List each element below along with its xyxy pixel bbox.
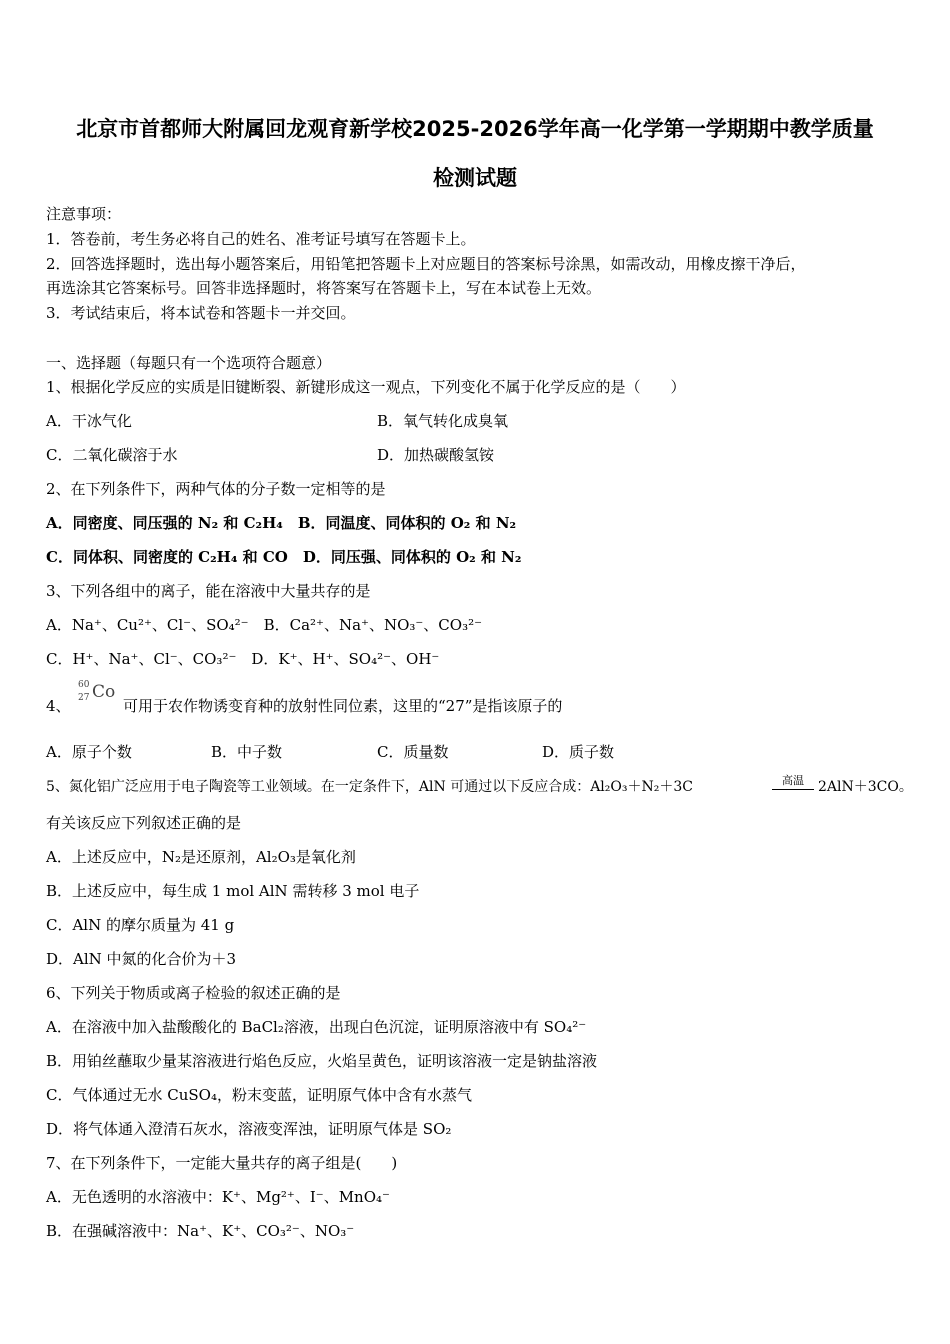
q6-option-d: D．将气体通入澄清石灰水，溶液变浑浊，证明原气体是 SO₂ [46,1120,452,1138]
q4-option-a: A．原子个数 [46,743,132,761]
q6-option-c: C．气体通过无水 CuSO₄，粉末变蓝，证明原气体中含有水蒸气 [46,1086,472,1104]
notice-item-3: 3．考试结束后，将本试卷和答题卡一并交回。 [46,304,356,322]
q3-options-ab: A．Na⁺、Cu²⁺、Cl⁻、SO₄²⁻ B．Ca²⁺、Na⁺、NO₃⁻、CO₃²⁻ [46,616,483,634]
q3-stem: 3、下列各组中的离子，能在溶液中大量共存的是 [46,582,371,600]
notice-item-1: 1．答卷前，考生务必将自己的姓名、准考证号填写在答题卡上。 [46,230,476,248]
q6-stem: 6、下列关于物质或离子检验的叙述正确的是 [46,984,341,1002]
q3-options-cd: C．H⁺、Na⁺、Cl⁻、CO₃²⁻ D．K⁺、H⁺、SO₄²⁻、OH⁻ [46,650,440,668]
section-heading: 一、选择题（每题只有一个选项符合题意） [46,354,332,372]
q2-options-cd: C．同体积、同密度的 C₂H₄ 和 CO D．同压强、同体积的 O₂ 和 N₂ [46,548,522,566]
q1-stem: 1、根据化学反应的实质是旧键断裂、新键形成这一观点，下列变化不属于化学反应的是（ ） [46,378,686,396]
q7-option-a: A．无色透明的水溶液中：K⁺、Mg²⁺、I⁻、MnO₄⁻ [46,1188,390,1206]
q7-option-b: B．在强碱溶液中：Na⁺、K⁺、CO₃²⁻、NO₃⁻ [46,1222,355,1240]
reaction-arrow-line [772,789,814,790]
q5-option-d: D．AlN 中氮的化合价为＋3 [46,950,237,968]
q5-option-b: B．上述反应中，每生成 1 mol AlN 需转移 3 mol 电子 [46,882,420,900]
q7-stem: 7、在下列条件下，一定能大量共存的离子组是( ) [46,1154,398,1172]
q6-option-b: B．用铂丝蘸取少量某溶液进行焰色反应，火焰呈黄色，证明该溶液一定是钠盐溶液 [46,1052,598,1070]
cobalt-isotope-symbol [78,680,118,710]
q1-option-d: D．加热碳酸氢铵 [377,446,495,464]
exam-title-line1: 北京市首都师大附属回龙观育新学校2025-2026学年高一化学第一学期期中教学质量 [76,117,874,141]
q4-stem: 可用于农作物诱变育种的放射性同位素，这里的“27”是指该原子的 [123,697,563,715]
isotope-mass-number: 60 [78,680,90,690]
q4-option-d: D．质子数 [542,743,615,761]
notice-item-2-cont: 再选涂其它答案标号。回答非选择题时，将答案写在答题卡上，写在本试卷上无效。 [46,279,602,297]
q5-stem-2: 有关该反应下列叙述正确的是 [46,814,242,832]
q2-options-ab: A．同密度、同压强的 N₂ 和 C₂H₄ B．同温度、同体积的 O₂ 和 N₂ [46,514,517,532]
exam-title-line2: 检测试题 [433,166,517,190]
q1-option-c: C．二氧化碳溶于水 [46,446,178,464]
q1-option-a: A．干冰气化 [46,412,132,430]
q5-stem: 5、氮化铝广泛应用于电子陶瓷等工业领域。在一定条件下，AlN 可通过以下反应合成：Al₂O₃＋N₂＋3C [46,779,693,795]
isotope-element: Co [92,682,116,702]
isotope-atomic-number: 27 [78,693,90,703]
reaction-condition-text: 高温 [782,774,804,787]
q5-option-a: A．上述反应中，N₂是还原剂，Al₂O₃是氧化剂 [46,848,356,866]
reaction-condition [772,772,814,790]
q4-option-b: B．中子数 [211,743,283,761]
q5-option-c: C．AlN 的摩尔质量为 41 g [46,916,235,934]
notice-item-2: 2．回答选择题时，选出每小题答案后，用铅笔把答题卡上对应题目的答案标号涂黑，如需改动，用橡皮擦干净后， [46,255,806,273]
q2-stem: 2、在下列条件下，两种气体的分子数一定相等的是 [46,480,386,498]
notice-heading: 注意事项： [46,205,122,223]
q1-option-b: B．氧气转化成臭氧 [377,412,509,430]
q5-stem-end: 2AlN＋3CO。 [818,779,913,795]
q4-option-c: C．质量数 [377,743,449,761]
q4-prefix: 4、 [46,697,71,715]
q6-option-a: A．在溶液中加入盐酸酸化的 BaCl₂溶液，出现白色沉淀，证明原溶液中有 SO₄²⁻ [46,1018,587,1036]
